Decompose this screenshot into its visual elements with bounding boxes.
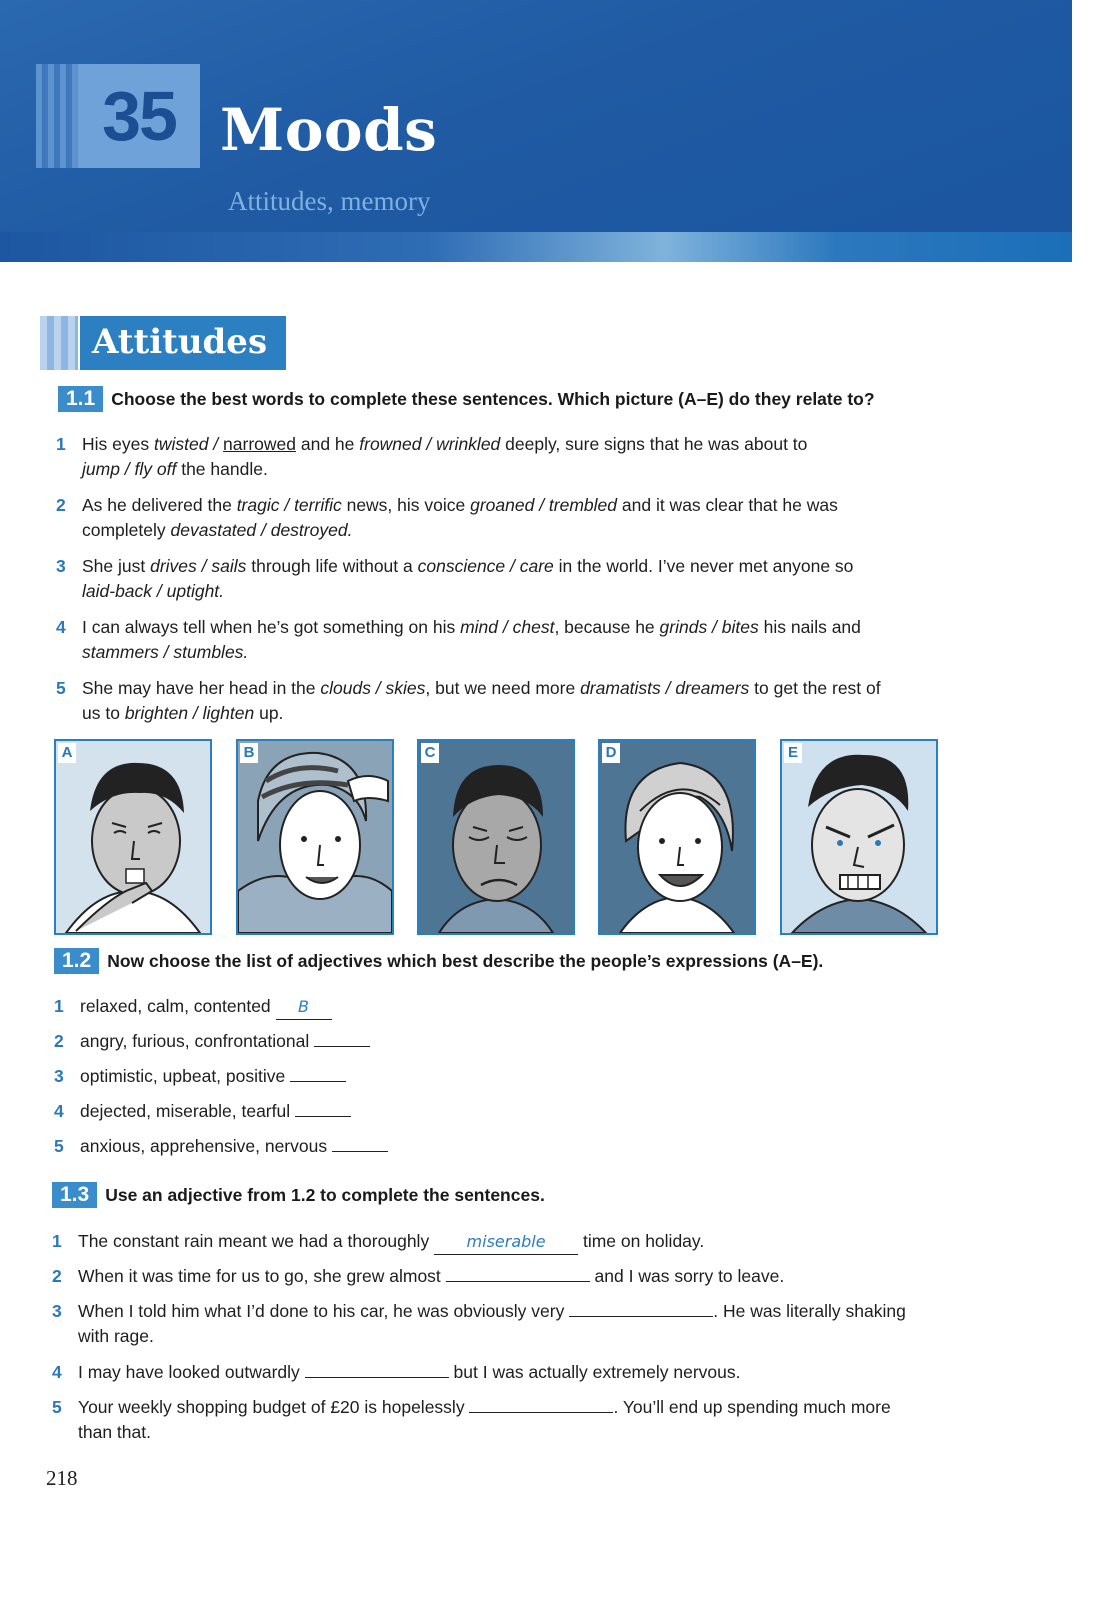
picture-label: D [602, 743, 620, 763]
item-line-2: laid-back / uptight. [82, 581, 225, 601]
exercise-number: 1.3 [52, 1182, 97, 1208]
picture-e-angry-man [780, 739, 938, 935]
exercise-1-1-item [56, 493, 936, 545]
item-text: I may have looked outwardly but I was actually extremely nervous. [78, 1362, 741, 1382]
item-line-1: As he delivered the tragic / terrific news, his voice groaned / trembled and it was clear that he was [82, 495, 838, 515]
unit-subtitle: Attitudes, memory [228, 186, 431, 216]
item-number: 4 [56, 617, 66, 637]
picture-a-nervous-man [54, 739, 212, 935]
exercise-1-1-header [58, 386, 875, 412]
item-line-2: us to brighten / lighten up. [82, 703, 284, 723]
item-number: 2 [52, 1266, 62, 1286]
item-number: 5 [56, 678, 66, 698]
exercise-1-1-item [56, 615, 936, 667]
item-number: 2 [56, 495, 66, 515]
item-line-1: She may have her head in the clouds / skies, but we need more dramatists / dreamers to get the rest of [82, 678, 881, 698]
exercise-1-1-item [56, 676, 936, 728]
answer-blank[interactable] [446, 1281, 590, 1282]
exercise-1-2-item [54, 1134, 554, 1160]
exercise-1-3-item [52, 1360, 952, 1386]
exercise-1-3-item [52, 1229, 952, 1255]
item-number: 1 [52, 1231, 62, 1251]
picture-b-relaxed-woman [236, 739, 394, 935]
exercise-1-2-item [54, 1029, 554, 1055]
picture-label: C [421, 743, 439, 763]
exercise-1-2-item [54, 1064, 554, 1090]
item-line-2: with rage. [78, 1326, 154, 1346]
exercise-1-2-item [54, 994, 554, 1020]
item-line-1: His eyes twisted / narrowed and he frowned / wrinkled deeply, sure signs that he was about to [82, 434, 808, 454]
answer-blank[interactable] [332, 1151, 388, 1152]
exercise-1-3-item [52, 1395, 952, 1447]
page-number: 218 [46, 1466, 78, 1490]
item-number: 5 [54, 1136, 64, 1156]
exercise-1-3-header [52, 1182, 545, 1208]
exercise-number: 1.2 [54, 948, 99, 974]
exercise-1-3-item [52, 1299, 952, 1351]
item-text: dejected, miserable, tearful [80, 1099, 351, 1124]
answer-blank[interactable]: miserable [434, 1229, 578, 1255]
answer-blank[interactable] [295, 1116, 351, 1117]
item-text: Your weekly shopping budget of £20 is hopelessly . You’ll end up spending much more [78, 1397, 891, 1417]
exercise-instruction: Now choose the list of adjectives which best describe the people’s expressions (A–E). [107, 950, 824, 971]
exercise-number: 1.1 [58, 386, 103, 412]
exercise-1-2-header [54, 948, 823, 974]
banner-gradient-strip [0, 232, 1072, 262]
item-text: optimistic, upbeat, positive [80, 1064, 346, 1089]
picture-label: B [240, 743, 258, 763]
exercise-1-1-item [56, 554, 936, 606]
item-number: 3 [56, 556, 66, 576]
answer-blank[interactable] [469, 1412, 613, 1413]
item-number: 3 [52, 1301, 62, 1321]
answer-blank[interactable] [314, 1046, 370, 1047]
item-number: 1 [56, 434, 66, 454]
item-number: 1 [54, 996, 64, 1016]
item-line-1: I can always tell when he’s got something on his mind / chest, because he grinds / bites his nails and [82, 617, 861, 637]
item-number: 4 [52, 1362, 62, 1382]
unit-number-box [78, 64, 200, 168]
item-text: When it was time for us to go, she grew almost and I was sorry to leave. [78, 1266, 785, 1286]
item-number: 4 [54, 1101, 64, 1121]
unit-stripes-decoration [36, 64, 78, 168]
item-text: When I told him what I’d done to his car, he was obviously very . He was literally shaking [78, 1301, 906, 1321]
answer-blank[interactable] [305, 1377, 449, 1378]
item-number: 2 [54, 1031, 64, 1051]
answer-blank[interactable] [290, 1081, 346, 1082]
item-line-2: than that. [78, 1422, 151, 1442]
item-text: angry, furious, confrontational [80, 1029, 370, 1054]
unit-header-banner [0, 0, 1072, 262]
picture-c-sad-man [417, 739, 575, 935]
picture-label: E [784, 743, 802, 763]
exercise-instruction: Choose the best words to complete these sentences. Which picture (A–E) do they relate to? [111, 388, 875, 409]
exercise-1-1-item [56, 432, 936, 484]
item-number: 3 [54, 1066, 64, 1086]
exercise-instruction: Use an adjective from 1.2 to complete the sentences. [105, 1184, 545, 1205]
item-line-2: stammers / stumbles. [82, 642, 249, 662]
exercise-1-2-item [54, 1099, 554, 1125]
section-title: Attitudes [92, 322, 268, 362]
answer-blank[interactable] [569, 1316, 713, 1317]
item-text: relaxed, calm, contented B [80, 994, 332, 1020]
item-line-1: She just drives / sails through life without a conscience / care in the world. I’ve never met anyone so [82, 556, 854, 576]
page-margin [1072, 0, 1095, 1600]
item-text: anxious, apprehensive, nervous [80, 1134, 388, 1159]
picture-label: A [58, 743, 76, 763]
picture-d-happy-woman [598, 739, 756, 935]
section-stripes-decoration [40, 316, 78, 370]
item-text: The constant rain meant we had a thoroughly miserable time on holiday. [78, 1229, 704, 1255]
exercise-1-3-item [52, 1264, 952, 1290]
item-number: 5 [52, 1397, 62, 1417]
item-line-2: completely devastated / destroyed. [82, 520, 353, 540]
item-line-2: jump / fly off the handle. [82, 459, 268, 479]
answer-blank[interactable]: B [276, 994, 332, 1020]
unit-number: 35 [102, 77, 176, 155]
unit-title: Moods [220, 96, 438, 164]
